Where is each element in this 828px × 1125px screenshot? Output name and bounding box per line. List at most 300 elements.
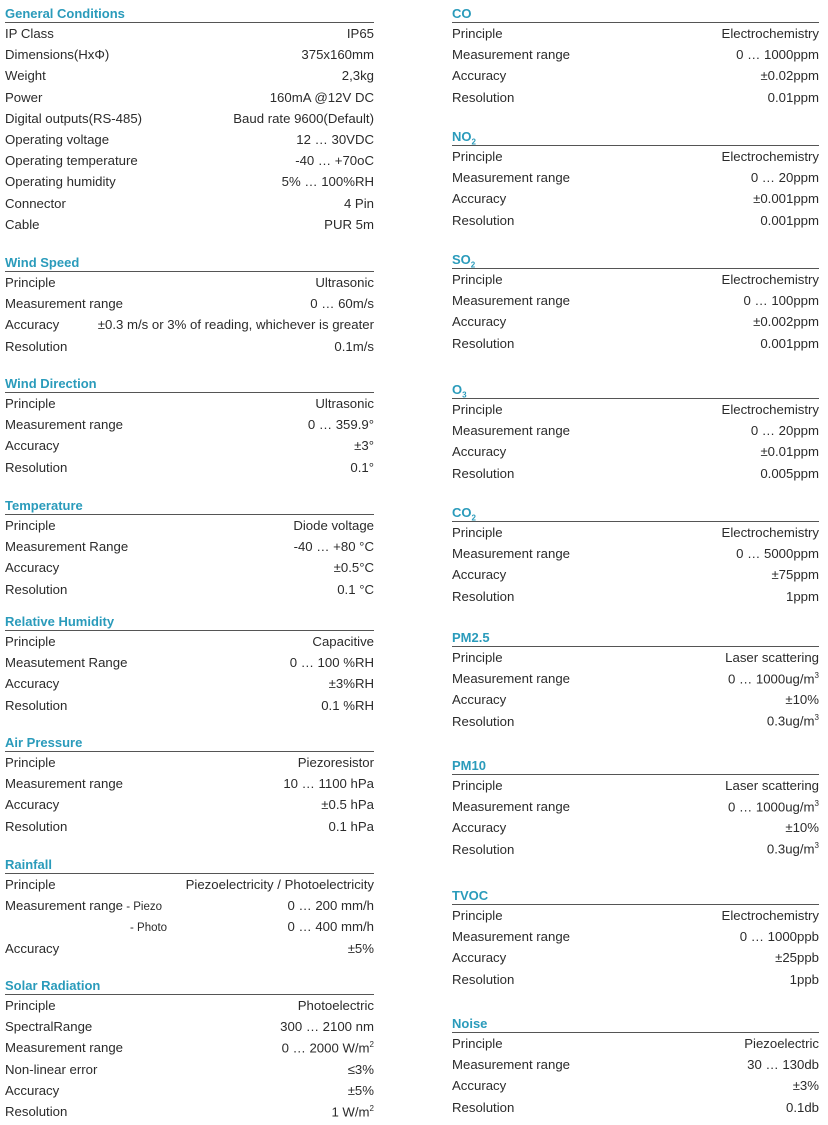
section-air-pressure xyxy=(5,736,374,837)
spec-value-text: 0.1 %RH xyxy=(321,697,374,713)
spec-value-text: 0.1 hPa xyxy=(328,818,374,834)
spec-label xyxy=(452,293,570,308)
spec-value xyxy=(760,466,819,481)
spec-value-text: PUR 5m xyxy=(324,216,374,232)
spec-value xyxy=(282,1040,374,1055)
section-title-text: O xyxy=(452,382,463,397)
spec-label xyxy=(5,898,162,913)
spec-label xyxy=(5,755,56,770)
spec-label-text: Measurement range xyxy=(452,47,571,63)
spec-label-text: Resolution xyxy=(452,713,515,729)
section-title-subscript: 3 xyxy=(462,390,467,400)
spec-value xyxy=(298,755,374,770)
spec-value xyxy=(793,1078,819,1093)
spec-value xyxy=(348,1062,374,1077)
spec-value-text: 0.3ug/m xyxy=(766,841,815,857)
spec-label xyxy=(5,655,127,670)
spec-label-text: Principle xyxy=(452,650,503,666)
section-title xyxy=(5,858,374,874)
spec-value-text: ±0.5 hPa xyxy=(321,797,374,813)
spec-value-superscript: 3 xyxy=(814,841,819,851)
spec-value-text: ±0.002ppm xyxy=(753,314,819,330)
spec-row xyxy=(5,214,374,235)
spec-label xyxy=(452,567,506,582)
spec-row xyxy=(452,905,819,926)
spec-label xyxy=(5,776,123,791)
spec-label-text: Accuracy xyxy=(452,567,507,583)
spec-row xyxy=(5,579,374,600)
spec-value xyxy=(334,560,374,575)
spec-row xyxy=(5,193,374,214)
spec-row xyxy=(452,311,819,332)
section-relative-humidity xyxy=(5,615,374,716)
spec-label-text: Accuracy xyxy=(5,560,60,576)
spec-value xyxy=(760,444,819,459)
spec-value xyxy=(288,919,375,934)
spec-value xyxy=(347,26,374,41)
spec-value-text: 0 … 60m/s xyxy=(310,296,374,312)
spec-row xyxy=(5,44,374,65)
section-title xyxy=(5,615,374,631)
spec-row xyxy=(452,839,819,860)
spec-label xyxy=(452,842,514,857)
spec-row xyxy=(5,314,374,335)
spec-label xyxy=(452,314,506,329)
spec-row xyxy=(5,536,374,557)
section-title-text: CO xyxy=(452,6,472,21)
spec-value-text: ±5% xyxy=(347,1082,374,1098)
spec-row xyxy=(5,673,374,694)
section-title xyxy=(5,256,374,272)
spec-value-text: 0.1° xyxy=(350,459,374,475)
spec-row xyxy=(452,1075,819,1096)
spec-label xyxy=(452,546,570,561)
section-title-text: Noise xyxy=(452,1016,488,1031)
spec-value xyxy=(334,339,374,354)
spec-value-text: ±0.01ppm xyxy=(760,444,819,460)
spec-label xyxy=(452,778,503,793)
spec-label xyxy=(452,1036,503,1051)
section-title-subscript: 2 xyxy=(471,513,476,523)
spec-label-text: Principle xyxy=(452,272,503,288)
spec-value-superscript: 3 xyxy=(814,799,819,809)
spec-label-text: Accuracy xyxy=(452,314,507,330)
spec-value-text: 1ppm xyxy=(786,588,819,604)
section-title-text: Wind Speed xyxy=(5,255,80,270)
spec-value-text: ±0.001ppm xyxy=(753,191,819,207)
spec-label-text: Principle xyxy=(5,396,56,412)
spec-value xyxy=(290,655,374,670)
spec-label xyxy=(452,26,503,41)
spec-value xyxy=(282,174,374,189)
spec-row xyxy=(452,463,819,484)
spec-value xyxy=(350,460,374,475)
spec-row xyxy=(5,752,374,773)
spec-row xyxy=(5,129,374,150)
spec-value-text: 4 Pin xyxy=(343,195,374,211)
spec-row xyxy=(452,333,819,354)
spec-label xyxy=(5,539,128,554)
spec-row xyxy=(5,773,374,794)
spec-value-text: Electrochemistry xyxy=(721,149,819,165)
spec-label xyxy=(452,671,570,686)
spec-label-text: Measurement range xyxy=(5,296,124,312)
spec-label xyxy=(452,170,570,185)
spec-row xyxy=(5,393,374,414)
spec-row xyxy=(452,689,819,710)
spec-row xyxy=(452,420,819,441)
spec-label xyxy=(452,90,514,105)
spec-row xyxy=(452,399,819,420)
spec-value xyxy=(790,972,819,987)
section-title-text: CO xyxy=(452,505,472,520)
spec-value-text: 0 … 100 %RH xyxy=(289,655,374,671)
spec-value xyxy=(301,47,374,62)
spec-row xyxy=(452,269,819,290)
spec-row xyxy=(5,916,374,937)
spec-label xyxy=(5,396,56,411)
spec-label xyxy=(5,1019,92,1034)
spec-value-text: ±0.02ppm xyxy=(760,68,819,84)
spec-label xyxy=(452,272,503,287)
spec-value-text: 160mA @12V DC xyxy=(269,89,374,105)
spec-row xyxy=(452,586,819,607)
spec-label xyxy=(452,692,506,707)
spec-value xyxy=(722,402,819,417)
spec-label xyxy=(5,438,59,453)
spec-value-text: Ultrasonic xyxy=(315,275,374,291)
spec-value xyxy=(753,314,819,329)
spec-value xyxy=(722,26,819,41)
spec-label-text: Resolution xyxy=(452,212,515,228)
section-title-text: NO xyxy=(452,129,472,144)
spec-value xyxy=(760,336,819,351)
spec-label xyxy=(452,908,503,923)
section-title xyxy=(5,499,374,515)
spec-value-text: ±10% xyxy=(785,692,819,708)
spec-value xyxy=(295,153,374,168)
spec-row xyxy=(452,441,819,462)
section-title-text: General Conditions xyxy=(5,6,125,21)
spec-label xyxy=(452,336,514,351)
spec-value-text: 0.3ug/m xyxy=(766,713,815,729)
section-so2 xyxy=(452,253,819,354)
spec-label xyxy=(5,1062,97,1077)
section-co xyxy=(452,7,819,108)
spec-label-text: Resolution xyxy=(5,338,68,354)
section-title xyxy=(5,736,374,752)
spec-value-text: Electrochemistry xyxy=(721,272,819,288)
spec-label-text: Principle xyxy=(452,1036,503,1052)
spec-label-text: Resolution xyxy=(452,971,515,987)
spec-label xyxy=(452,149,503,164)
spec-label xyxy=(5,90,42,105)
spec-row xyxy=(5,87,374,108)
spec-label xyxy=(452,589,514,604)
spec-row xyxy=(452,188,819,209)
spec-value xyxy=(321,797,374,812)
spec-value xyxy=(722,149,819,164)
section-title-text: SO xyxy=(452,252,471,267)
spec-value-text: 0.1db xyxy=(785,1099,819,1115)
spec-row xyxy=(5,874,374,895)
spec-value-text: Electrochemistry xyxy=(721,525,819,541)
spec-label-text: Principle xyxy=(5,755,56,771)
spec-row xyxy=(452,817,819,838)
section-general-conditions xyxy=(5,7,374,235)
spec-value xyxy=(308,417,374,432)
spec-value-superscript: 2 xyxy=(369,1040,374,1050)
spec-value xyxy=(186,877,374,892)
section-title xyxy=(452,253,819,269)
section-wind-speed xyxy=(5,256,374,357)
spec-value xyxy=(785,692,819,707)
spec-label-text: Resolution xyxy=(5,818,68,834)
spec-label-text: Power xyxy=(5,89,43,105)
spec-row xyxy=(5,1037,374,1058)
section-title xyxy=(452,7,819,23)
spec-value-text: 12 … 30VDC xyxy=(296,132,374,148)
spec-value-text: 0.001ppm xyxy=(760,212,819,228)
spec-label xyxy=(5,68,46,83)
spec-label xyxy=(452,1057,570,1072)
spec-value xyxy=(348,1083,374,1098)
section-title-text: TVOC xyxy=(452,888,489,903)
spec-label xyxy=(452,423,570,438)
spec-value-text: ±25ppb xyxy=(775,950,819,966)
spec-value xyxy=(722,908,819,923)
spec-value xyxy=(321,698,374,713)
spec-label-text: Measurement range xyxy=(5,417,124,433)
spec-label-text: Measurement range xyxy=(5,1040,124,1056)
spec-label-text: Principle xyxy=(452,525,503,541)
section-title-text: Wind Direction xyxy=(5,376,97,391)
section-title xyxy=(5,377,374,393)
spec-label-text: Measurement range xyxy=(452,423,571,439)
spec-value-text: 1 W/m xyxy=(331,1104,370,1120)
spec-row xyxy=(5,171,374,192)
spec-value xyxy=(293,518,374,533)
spec-label xyxy=(5,1083,59,1098)
spec-label xyxy=(5,518,56,533)
spec-label-text: Principle xyxy=(452,149,503,165)
spec-value-text: 0 … 20ppm xyxy=(750,170,819,186)
spec-value-text: Piezoelectric xyxy=(744,1036,819,1052)
spec-label xyxy=(5,582,67,597)
spec-value xyxy=(743,293,819,308)
spec-value-text: Baud rate 9600(Default) xyxy=(233,110,374,126)
spec-value xyxy=(296,132,374,147)
spec-label-text: Measurement range xyxy=(452,546,571,562)
spec-row xyxy=(5,938,374,959)
spec-label xyxy=(5,47,109,62)
spec-value-text: 0 … 400 mm/h xyxy=(287,919,374,935)
spec-label-text: Resolution xyxy=(452,89,515,105)
spec-label-text: Dimensions(HxΦ) xyxy=(5,47,110,63)
spec-label xyxy=(452,950,506,965)
spec-value-text: 30 … 130db xyxy=(747,1057,819,1073)
spec-value-text: 0.001ppm xyxy=(760,335,819,351)
spec-value-text: 2,3kg xyxy=(341,68,374,84)
spec-row xyxy=(5,1080,374,1101)
spec-label xyxy=(5,998,56,1013)
spec-label-text: Resolution xyxy=(5,581,68,597)
spec-sublabel: - Piezo xyxy=(123,901,163,914)
spec-value xyxy=(767,841,819,856)
spec-value xyxy=(298,998,374,1013)
spec-label xyxy=(5,1104,67,1119)
spec-label-text: Non-linear error xyxy=(5,1061,98,1077)
spec-value-text: ±10% xyxy=(785,820,819,836)
spec-label-text: SpectralRange xyxy=(5,1019,93,1035)
spec-value xyxy=(288,898,375,913)
section-title xyxy=(452,889,819,905)
spec-label xyxy=(452,213,514,228)
spec-label-text: Measurement range xyxy=(452,929,571,945)
section-title xyxy=(5,979,374,995)
spec-label-text: Accuracy xyxy=(452,68,507,84)
spec-value-text: 0.1m/s xyxy=(334,338,374,354)
section-noise xyxy=(452,1017,819,1118)
spec-label-text: Principle xyxy=(5,518,56,534)
spec-label-text: Principle xyxy=(452,26,503,42)
spec-row xyxy=(452,969,819,990)
spec-label-text: Accuracy xyxy=(452,444,507,460)
spec-value xyxy=(744,1036,819,1051)
spec-value-text: 0.005ppm xyxy=(760,465,819,481)
spec-value-text: 5% … 100%RH xyxy=(281,174,374,190)
section-title-text: PM2.5 xyxy=(452,630,490,645)
spec-row xyxy=(452,926,819,947)
spec-label xyxy=(452,47,570,62)
spec-value-text: Capacitive xyxy=(312,634,374,650)
spec-row xyxy=(452,23,819,44)
spec-label xyxy=(5,941,59,956)
spec-value-text: 0 … 1000ug/m xyxy=(728,799,815,815)
spec-value xyxy=(280,1019,374,1034)
spec-label-text: Measurement range xyxy=(5,898,124,914)
spec-label-text: Operating voltage xyxy=(5,132,110,148)
spec-row xyxy=(5,515,374,536)
spec-label xyxy=(452,466,514,481)
spec-value xyxy=(329,676,374,691)
section-title xyxy=(452,130,819,146)
spec-value xyxy=(722,272,819,287)
spec-value xyxy=(331,1104,374,1119)
spec-row xyxy=(452,775,819,796)
spec-label xyxy=(5,417,123,432)
spec-label xyxy=(5,26,54,41)
spec-value xyxy=(725,650,819,665)
spec-label-text: Accuracy xyxy=(452,1078,507,1094)
spec-value-superscript: 3 xyxy=(814,671,819,681)
section-title xyxy=(452,383,819,399)
spec-row xyxy=(5,293,374,314)
spec-value xyxy=(771,567,819,582)
spec-label xyxy=(5,132,109,147)
spec-label xyxy=(452,444,506,459)
spec-row xyxy=(452,1054,819,1075)
spec-value-text: Piezoelectricity / Photoelectricity xyxy=(185,877,374,893)
spec-label-text: Resolution xyxy=(5,697,68,713)
spec-value xyxy=(725,778,819,793)
spec-label-text: Measurement range xyxy=(452,671,571,687)
spec-value xyxy=(740,929,819,944)
spec-label-text: Measurement Range xyxy=(5,539,129,555)
spec-label-text: Measurement range xyxy=(5,776,124,792)
spec-label-text: Measurement range xyxy=(452,799,571,815)
spec-label xyxy=(5,339,67,354)
spec-value-text: Laser scattering xyxy=(725,778,819,794)
spec-value-text: 0 … 20ppm xyxy=(750,423,819,439)
spec-value xyxy=(315,275,374,290)
spec-label xyxy=(5,460,67,475)
spec-value xyxy=(775,950,819,965)
spec-label-text: Principle xyxy=(452,402,503,418)
spec-value-text: 0 … 1000ppm xyxy=(736,47,819,63)
spec-row xyxy=(5,631,374,652)
spec-row xyxy=(5,65,374,86)
spec-value xyxy=(722,525,819,540)
spec-label-text: Principle xyxy=(5,998,56,1014)
spec-row xyxy=(452,564,819,585)
spec-label-text: Resolution xyxy=(5,459,68,475)
spec-row xyxy=(452,711,819,732)
spec-label xyxy=(452,799,570,814)
spec-value-text: ±3%RH xyxy=(328,676,374,692)
spec-value xyxy=(728,799,819,814)
spec-value xyxy=(786,589,819,604)
spec-row xyxy=(5,794,374,815)
spec-label-text: Connector xyxy=(5,195,66,211)
spec-label xyxy=(5,275,56,290)
spec-row xyxy=(452,87,819,108)
section-title-text: Temperature xyxy=(5,498,83,513)
section-title xyxy=(5,7,374,23)
spec-value xyxy=(753,191,819,206)
spec-label-text: Accuracy xyxy=(5,438,60,454)
spec-value-text: ±3° xyxy=(354,438,374,454)
spec-row xyxy=(5,108,374,129)
spec-value-text: 300 … 2100 nm xyxy=(280,1019,374,1035)
spec-value-text: Photoelectric xyxy=(297,998,374,1014)
spec-value-text: 0 … 200 mm/h xyxy=(287,898,374,914)
spec-label-text: Measutement Range xyxy=(5,655,128,671)
spec-label-text: Weight xyxy=(5,68,46,84)
spec-label xyxy=(5,919,167,934)
spec-value-text: Laser scattering xyxy=(725,650,819,666)
spec-value xyxy=(751,423,819,438)
spec-value xyxy=(767,713,819,728)
spec-label-text: Resolution xyxy=(452,588,515,604)
section-title xyxy=(452,1017,819,1033)
spec-label xyxy=(5,111,142,126)
spec-row xyxy=(5,895,374,916)
section-title-text: Rainfall xyxy=(5,857,52,872)
section-title xyxy=(452,759,819,775)
spec-value xyxy=(354,438,374,453)
spec-label-text: Resolution xyxy=(5,1104,68,1120)
spec-value-text: 1ppb xyxy=(789,971,819,987)
section-title-subscript: 2 xyxy=(470,260,476,270)
section-title-text: Relative Humidity xyxy=(5,614,115,629)
section-solar-radiation xyxy=(5,979,374,1122)
spec-row xyxy=(452,543,819,564)
spec-value-text: Ultrasonic xyxy=(315,396,374,412)
spec-label xyxy=(452,68,506,83)
spec-value-text: Electrochemistry xyxy=(721,26,819,42)
spec-label xyxy=(452,191,506,206)
